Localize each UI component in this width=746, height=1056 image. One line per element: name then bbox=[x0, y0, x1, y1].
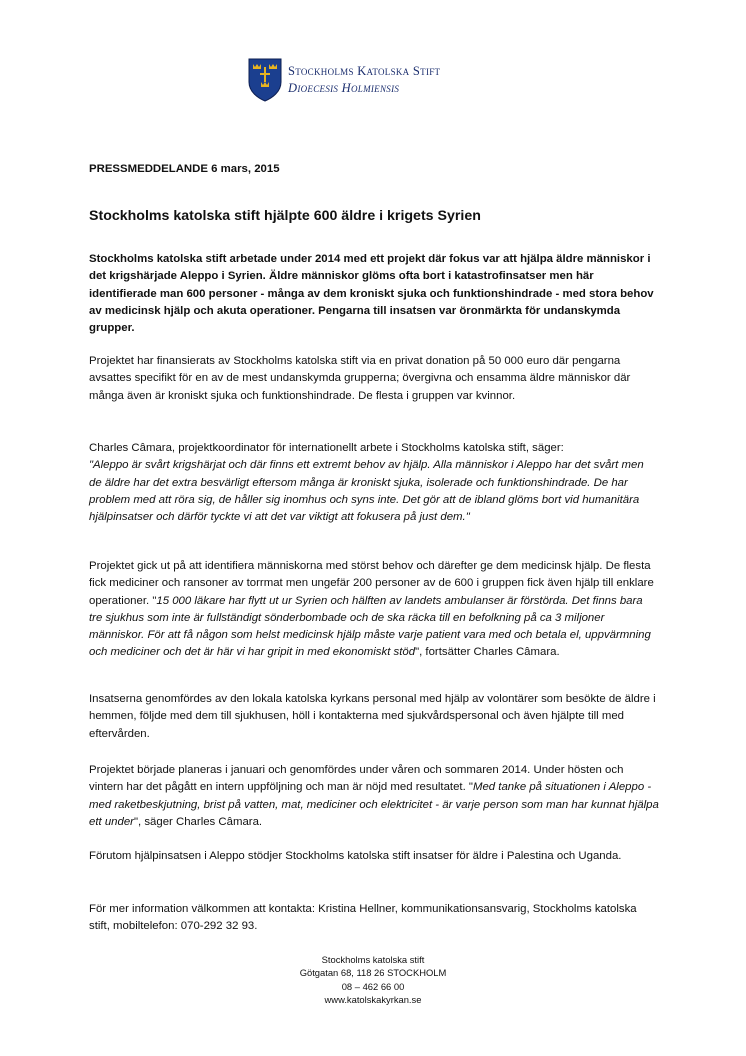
headline: Stockholms katolska stift hjälpte 600 äldre i krigets Syrien bbox=[89, 208, 481, 224]
footer-address: Götgatan 68, 118 26 STOCKHOLM bbox=[299, 967, 447, 979]
paragraph-contact bbox=[89, 901, 659, 936]
footer bbox=[0, 953, 746, 1006]
paragraph-project-end: ", fortsätter Charles Câmara. bbox=[415, 646, 560, 659]
paragraph-implementation-text: Insatserna genomfördes av den lokala katolska kyrkans personal med hjälp av volontärer som besökte de äldre i hemmen, följde med dem till sjukhusen, höll i kontakterna med sjukvårdspersonal och även hjälpte till med eftervården. bbox=[89, 693, 656, 740]
paragraph-funding bbox=[89, 353, 659, 405]
paragraph-timeline-quote: Med tanke på situationen i Aleppo - med raketbeskjutning, brist på vatten, mat, mediciner och elektricitet - är varje person som man har kunnat hjälpa ett under bbox=[89, 781, 659, 828]
diocese-coat-of-arms-icon bbox=[248, 58, 282, 102]
footer-website: www.katolskakyrkan.se bbox=[324, 993, 422, 1005]
letterhead-latin-name: Dioecesis Holmiensis bbox=[288, 81, 400, 95]
paragraph-funding-text: Projektet har finansierats av Stockholms katolska stift via en privat donation på 50 000 euro där pengarna avsattes specifikt för en av de mest undanskymda grupperna; övergivna och ensamma äldre människor där många även är kroniskt sjuka och funktionshindrade. De flesta i gruppen var kvinnor. bbox=[89, 355, 631, 402]
paragraph-quote-intro: Charles Câmara, projektkoordinator för internationellt arbete i Stockholms katolska stift, säger: bbox=[89, 442, 564, 454]
paragraph-project-start: Projektet gick ut på att identifiera människorna med störst behov och därefter ge dem medicinsk hjälp. De flesta fick mediciner och ransoner av torrmat men ungefär 200 personer av de 600 i gruppen fick även hjälp till enklare operationer. " bbox=[89, 560, 654, 607]
footer-org-name: Stockholms katolska stift bbox=[321, 954, 425, 965]
paragraph-quote-text: "Aleppo är svårt krigshärjat och där finns ett extremt behov av hjälp. Alla människor i Aleppo har det svårt men de äldre har det extra besvärligt eftersom många är kroniskt sjuka, isolerade och funktionshindrade. De har problem med att röra sig, de håller sig inomhus och syns inte. Det gör att de ibland glöms bort vid humanitära hjälpinsatser och därför tyckte vi att det var viktigt att fokusera på just dem." bbox=[89, 459, 644, 524]
press-release-date: PRESSMEDDELANDE 6 mars, 2015 bbox=[89, 163, 280, 175]
paragraph-other-efforts-text: Förutom hjälpinsatsen i Aleppo stödjer Stockholms katolska stift insatser för äldre i Palestina och Uganda. bbox=[89, 850, 622, 862]
paragraph-contact-text: För mer information välkommen att kontakta: Kristina Hellner, kommunikationsansvarig, Stockholms katolska stift, mobiltelefon: 070-292 32 93. bbox=[89, 903, 637, 933]
paragraph-quote-camara bbox=[89, 440, 659, 526]
paragraph-other-efforts bbox=[89, 848, 659, 865]
paragraph-timeline bbox=[89, 762, 659, 831]
letterhead bbox=[248, 57, 440, 103]
footer-phone: 08 – 462 66 00 bbox=[341, 980, 405, 992]
paragraph-timeline-start: Projektet började planeras i januari och genomfördes under våren och sommaren 2014. Under hösten och vintern har det pågått en intern uppföljning och man är nöjd med resultatet. " bbox=[89, 764, 624, 794]
letterhead-name: Stockholms Katolska Stift bbox=[288, 64, 441, 78]
paragraph-project-quote: 15 000 läkare har flytt ut ur Syrien och hälften av landets ambulanser är förstörda. Det finns bara tre sjukhus som inte är fullständigt sönderbombade och de ska räcka till en befolkning på ca 3 miljoner människor. För att få någon som helst medicinsk hjälp måste varje patient vara med och betala el, uppvärmning och mediciner och det är här vi har gripit in med ekonomiskt stöd bbox=[89, 594, 651, 659]
paragraph-implementation bbox=[89, 691, 659, 743]
lead-paragraph: Stockholms katolska stift arbetade under 2014 med ett projekt där fokus var att hjälpa äldre människor i det krigshärjade Aleppo i Syrien. Äldre människor glöms ofta bort i katastrofinsatser men här identifierade man 600 personer - många av dem kroniskt sjuka och funktionshindrade - med stora behov av medicinsk hjälp och akuta operationer. Pengarna till insatsen var öronmärkta för undanskymda grupper. bbox=[89, 253, 654, 335]
paragraph-project bbox=[89, 558, 659, 662]
paragraph-timeline-end: ", säger Charles Câmara. bbox=[133, 815, 263, 828]
